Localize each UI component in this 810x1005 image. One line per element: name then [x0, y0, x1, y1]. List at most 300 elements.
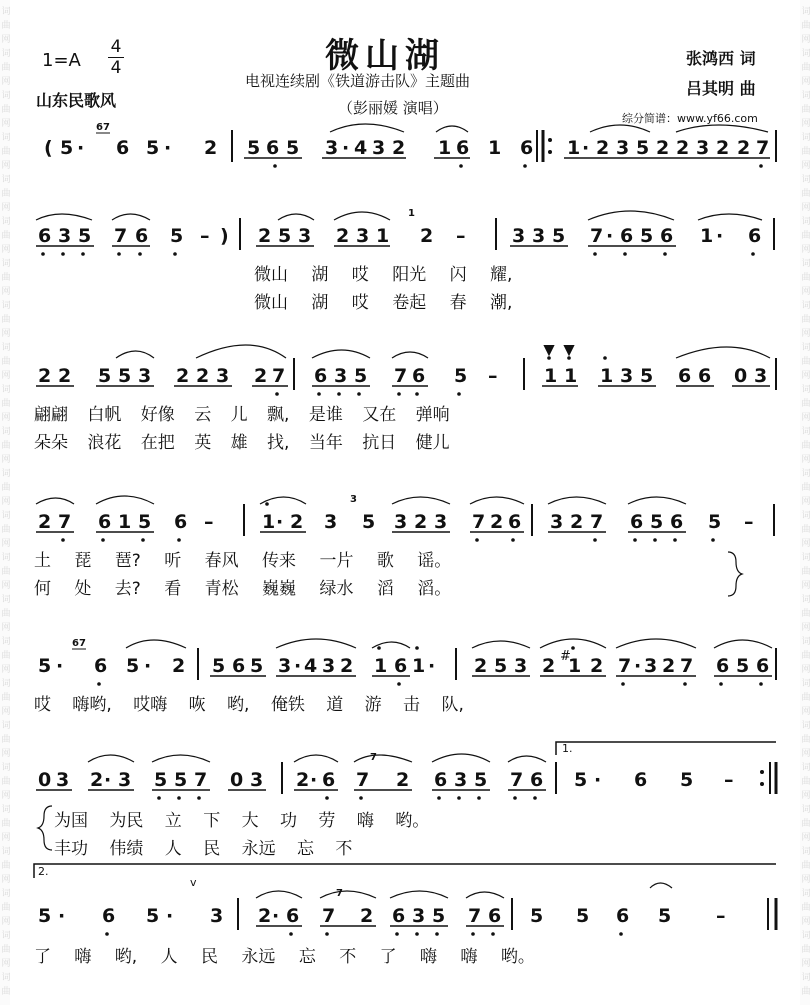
watermark-char: 曲 [801, 945, 810, 955]
watermark-char: 网 [1, 791, 11, 801]
breath-mark [190, 876, 197, 889]
watermark-char: 词 [1, 301, 11, 311]
watermark-char: 网 [1, 539, 11, 549]
watermark-char: 曲 [801, 231, 810, 241]
score-row-1 [44, 137, 769, 159]
note-5-24: 2 [590, 655, 604, 677]
note-1-13: 4 [354, 137, 368, 159]
watermark-char: 网 [801, 917, 810, 927]
watermark-char: 词 [1, 763, 11, 773]
watermark-char: 曲 [1, 441, 11, 451]
watermark-char: 词 [1, 931, 11, 941]
lyric-line-3-verse-2: 朵朵 浪花 在把 英 雄 找, 当年 抗日 健儿 [34, 433, 450, 453]
note-3-1: 2 [38, 365, 52, 387]
watermark-char: 网 [1, 77, 11, 87]
note-1-4: 6 [116, 137, 130, 159]
note-5-5: · [144, 655, 152, 677]
note-3-10: 7 [272, 365, 286, 387]
note-2-19: 5 [552, 225, 566, 247]
note-1-18: 1 [488, 137, 502, 159]
note-2-14: 1 [376, 225, 390, 247]
watermark-char: 曲 [801, 987, 810, 997]
note-5-9: 5 [250, 655, 264, 677]
note-6-17: 3 [454, 769, 468, 791]
note-6-23: 6 [634, 769, 648, 791]
watermark-char: 网 [801, 959, 810, 969]
note-1-27: 3 [696, 137, 710, 159]
note-6-19: 7 [510, 769, 524, 791]
note-1-7: 2 [204, 137, 218, 159]
watermark-char: 曲 [1, 189, 11, 199]
song-title: 微山湖 [325, 36, 445, 76]
note-1-21: · [582, 137, 590, 159]
watermark-char: 词 [801, 805, 810, 815]
note-4-26: – [744, 511, 754, 533]
watermark-char: 词 [1, 259, 11, 269]
note-5-25: 7 [618, 655, 632, 677]
watermark-char: 曲 [801, 651, 810, 661]
watermark-char: 网 [1, 455, 11, 465]
score-row-5 [38, 655, 769, 677]
watermark-char: 曲 [1, 903, 11, 913]
watermark-char: 词 [1, 469, 11, 479]
watermark-char: 词 [801, 763, 810, 773]
note-4-23: 5 [650, 511, 664, 533]
note-5-22: 2 [542, 655, 556, 677]
note-4-4: 1 [118, 511, 132, 533]
note-6-8: 7 [194, 769, 208, 791]
note-2-12: 2 [336, 225, 350, 247]
watermark-char: 词 [801, 343, 810, 353]
watermark-char: 网 [801, 77, 810, 87]
note-3-18: 1 [544, 365, 558, 387]
note-6-21: 5 [574, 769, 588, 791]
note-2-25: 1 [700, 225, 714, 247]
note-4-12: 5 [362, 511, 376, 533]
note-3-5: 3 [138, 365, 152, 387]
performer: （彭丽媛 演唱） [338, 99, 448, 117]
score-row-6 [38, 769, 734, 791]
watermark-char: 网 [1, 35, 11, 45]
note-5-2: · [56, 655, 64, 677]
note-2-21: · [606, 225, 614, 247]
note-6-10: 3 [250, 769, 264, 791]
watermark-char: 曲 [1, 567, 11, 577]
watermark-char: 曲 [801, 483, 810, 493]
watermark-char: 网 [1, 875, 11, 885]
note-5-16: 6 [394, 655, 408, 677]
watermark-char: 网 [801, 413, 810, 423]
note-3-15: 6 [412, 365, 426, 387]
watermark-char: 网 [1, 413, 11, 423]
svg-text:1.: 1. [562, 742, 573, 755]
note-6-13: 6 [322, 769, 336, 791]
note-2-18: 3 [532, 225, 546, 247]
note-3-17: – [488, 365, 498, 387]
note-1-11: 3 [325, 137, 339, 159]
watermark-char: 曲 [1, 987, 11, 997]
note-3-22: 5 [640, 365, 654, 387]
note-7-13: 3 [412, 905, 426, 927]
watermark-char: 词 [801, 931, 810, 941]
note-5-8: 6 [232, 655, 246, 677]
note-7-11: 2 [360, 905, 374, 927]
note-5-10: 3 [278, 655, 292, 677]
note-5-23: 1 [568, 655, 582, 677]
note-4-14: 2 [414, 511, 428, 533]
note-3-11: 6 [314, 365, 328, 387]
lyric-line-4-verse-1: 土 琵 琶? 听 春风 传来 一片 歌 谣。 [34, 551, 452, 571]
note-5-14: 2 [340, 655, 354, 677]
note-6-12: · [310, 769, 318, 791]
watermark-char: 曲 [801, 819, 810, 829]
watermark-char: 网 [801, 287, 810, 297]
svg-text:#: # [560, 649, 571, 664]
note-3-3: 5 [98, 365, 112, 387]
svg-text:1: 1 [408, 208, 415, 219]
watermark-char: 词 [801, 721, 810, 731]
watermark-char: 网 [1, 833, 11, 843]
note-7-14: 5 [432, 905, 446, 927]
note-1-15: 2 [392, 137, 406, 159]
note-7-15: 7 [468, 905, 482, 927]
note-1-6: · [164, 137, 172, 159]
score-row-4 [38, 511, 754, 533]
note-2-13: 3 [356, 225, 370, 247]
note-5-11: · [294, 655, 302, 677]
watermark-char: 曲 [801, 63, 810, 73]
watermark-char: 曲 [801, 315, 810, 325]
note-2-5: 6 [135, 225, 149, 247]
watermark-char: 网 [801, 539, 810, 549]
watermark-char: 词 [801, 217, 810, 227]
note-2-11: 3 [298, 225, 312, 247]
watermark-char: 词 [1, 847, 11, 857]
note-3-24: 6 [698, 365, 712, 387]
watermark-char: 词 [801, 133, 810, 143]
note-1-22: 2 [596, 137, 610, 159]
note-5-30: 6 [716, 655, 730, 677]
accents [545, 346, 573, 354]
note-4-15: 3 [434, 511, 448, 533]
note-4-8: 1 [262, 511, 276, 533]
note-7-9: 6 [286, 905, 300, 927]
note-5-20: 5 [494, 655, 508, 677]
note-4-19: 3 [550, 511, 564, 533]
watermark-char: 词 [801, 847, 810, 857]
note-7-2: · [58, 905, 66, 927]
composer: 吕其明 曲 [686, 79, 756, 98]
watermark-char: 曲 [801, 357, 810, 367]
watermark-char: 曲 [1, 945, 11, 955]
note-7-4: 5 [146, 905, 160, 927]
note-3-16: 5 [454, 365, 468, 387]
svg-text:67: 67 [96, 122, 110, 133]
watermark-char: 曲 [1, 357, 11, 367]
note-3-14: 7 [394, 365, 408, 387]
watermark-char: 词 [801, 7, 810, 17]
watermark-char: 网 [801, 833, 810, 843]
watermark-char: 网 [1, 707, 11, 717]
watermark-char: 网 [801, 371, 810, 381]
note-2-20: 7 [590, 225, 604, 247]
watermark-char: 网 [1, 203, 11, 213]
note-7-17: 5 [530, 905, 544, 927]
lyric-line-3-verse-1: 翩翩 白帆 好像 云 儿 飘, 是谁 又在 弹响 [34, 405, 450, 425]
note-2-24: 6 [660, 225, 674, 247]
watermark-char: 词 [801, 427, 810, 437]
svg-text:v: v [190, 876, 197, 889]
note-5-19: 2 [474, 655, 488, 677]
note-3-4: 5 [118, 365, 132, 387]
watermark-char: 网 [1, 749, 11, 759]
watermark-char: 曲 [1, 525, 11, 535]
note-2-3: 5 [78, 225, 92, 247]
watermark-char: 词 [1, 175, 11, 185]
note-2-27: 6 [748, 225, 762, 247]
note-3-21: 3 [620, 365, 634, 387]
note-4-7: – [204, 511, 214, 533]
note-2-10: 5 [278, 225, 292, 247]
song-subtitle: 电视连续剧《铁道游击队》主题曲 [245, 72, 471, 90]
watermark-char: 词 [801, 511, 810, 521]
watermark-char: 词 [801, 595, 810, 605]
watermark-char: 曲 [1, 315, 11, 325]
watermark-char: 网 [801, 623, 810, 633]
watermark-char: 词 [1, 595, 11, 605]
watermark-char: 曲 [801, 609, 810, 619]
watermark-char: 曲 [1, 273, 11, 283]
note-7-12: 6 [392, 905, 406, 927]
watermark-char: 网 [1, 245, 11, 255]
watermark-char: 词 [801, 91, 810, 101]
note-5-28: 2 [662, 655, 676, 677]
watermark-char: 曲 [801, 567, 810, 577]
note-4-13: 3 [394, 511, 408, 533]
watermark-char: 曲 [1, 231, 11, 241]
repeat-dots [548, 138, 764, 786]
watermark-char: 网 [801, 329, 810, 339]
note-3-8: 3 [216, 365, 230, 387]
note-7-5: · [166, 905, 174, 927]
watermark-char: 网 [801, 455, 810, 465]
note-3-9: 2 [254, 365, 268, 387]
note-6-6: 5 [154, 769, 168, 791]
svg-text:7: 7 [370, 752, 377, 763]
watermark-char: 曲 [1, 21, 11, 31]
note-4-6: 6 [174, 511, 188, 533]
note-2-6: 5 [170, 225, 184, 247]
style-label: 山东民歌风 [36, 91, 117, 110]
watermark-char: 曲 [801, 903, 810, 913]
note-5-32: 6 [756, 655, 770, 677]
lyric-line-2-verse-2: 微山 湖 哎 卷起 春 潮, [254, 293, 513, 313]
note-6-2: 3 [56, 769, 70, 791]
score-row-7 [38, 905, 726, 927]
watermark-char: 网 [801, 161, 810, 171]
watermark-char: 网 [1, 119, 11, 129]
watermark-char: 词 [1, 133, 11, 143]
lyric-line-6-verse-1: 为国 为民 立 下 大 功 劳 嗨 哟。 [54, 811, 430, 831]
note-6-9: 0 [230, 769, 244, 791]
note-6-20: 6 [530, 769, 544, 791]
lyricist: 张鸿西 词 [686, 49, 756, 68]
note-7-1: 5 [38, 905, 52, 927]
website-credit: 综分简谱：www.yf66.com [622, 112, 758, 125]
note-6-16: 6 [434, 769, 448, 791]
watermark-char: 网 [1, 917, 11, 927]
note-3-19: 1 [564, 365, 578, 387]
watermark-char: 网 [1, 287, 11, 297]
note-2-9: 2 [258, 225, 272, 247]
note-5-26: · [634, 655, 642, 677]
lyric-line-6-verse-2: 丰功 伟绩 人 民 永远 忘 不 [54, 839, 353, 859]
note-5-29: 7 [680, 655, 694, 677]
watermark-char: 词 [1, 427, 11, 437]
watermark-char: 曲 [801, 441, 810, 451]
note-7-20: 5 [658, 905, 672, 927]
lyric-line-4-verse-2: 何 处 去? 看 青松 巍巍 绿水 滔 滔。 [34, 579, 452, 599]
note-3-6: 2 [176, 365, 190, 387]
note-7-3: 6 [102, 905, 116, 927]
note-7-10: 7 [322, 905, 336, 927]
note-1-5: 5 [146, 137, 160, 159]
score-row-2 [38, 225, 761, 247]
note-6-5: 3 [118, 769, 132, 791]
watermark-char: 词 [801, 301, 810, 311]
watermark-char: 词 [801, 973, 810, 983]
note-1-1: ( [44, 137, 53, 159]
note-5-21: 3 [514, 655, 528, 677]
watermark-char: 曲 [1, 63, 11, 73]
note-6-15: 2 [396, 769, 410, 791]
note-2-2: 3 [58, 225, 72, 247]
watermark-char: 词 [801, 49, 810, 59]
note-4-10: 2 [290, 511, 304, 533]
watermark-char: 词 [1, 889, 11, 899]
watermark-char: 网 [801, 749, 810, 759]
watermark-char: 曲 [801, 693, 810, 703]
note-3-26: 3 [754, 365, 768, 387]
note-2-8: ) [220, 225, 229, 247]
note-3-23: 6 [678, 365, 692, 387]
note-1-30: 7 [756, 137, 770, 159]
watermark-char: 词 [801, 469, 810, 479]
note-4-5: 5 [138, 511, 152, 533]
note-1-9: 6 [266, 137, 280, 159]
watermark-char: 曲 [801, 525, 810, 535]
note-7-8: · [272, 905, 280, 927]
note-6-7: 5 [174, 769, 188, 791]
watermark-char: 网 [1, 959, 11, 969]
watermark-char: 词 [801, 553, 810, 563]
note-4-24: 6 [670, 511, 684, 533]
note-6-14: 7 [356, 769, 370, 791]
note-1-23: 3 [616, 137, 630, 159]
watermark-char: 网 [1, 329, 11, 339]
watermark-char: 词 [1, 385, 11, 395]
note-4-22: 6 [630, 511, 644, 533]
note-2-22: 6 [620, 225, 634, 247]
watermark-char: 曲 [1, 735, 11, 745]
watermark-char: 网 [1, 497, 11, 507]
watermark-char: 曲 [801, 777, 810, 787]
note-6-24: 5 [680, 769, 694, 791]
note-7-18: 5 [576, 905, 590, 927]
watermark-char: 网 [801, 203, 810, 213]
watermark-char: 网 [1, 665, 11, 675]
note-1-8: 5 [247, 137, 261, 159]
watermark-char: 曲 [1, 483, 11, 493]
note-1-28: 2 [716, 137, 730, 159]
watermark-char: 词 [1, 805, 11, 815]
watermark-char: 曲 [801, 735, 810, 745]
note-1-26: 2 [676, 137, 690, 159]
note-7-6: 3 [210, 905, 224, 927]
lyric-line-5-verse-1: 哎 嗨哟, 哎嗨 咴 哟, 俺铁 道 游 击 队, [34, 695, 464, 715]
note-1-10: 5 [286, 137, 300, 159]
watermark-char: 网 [1, 161, 11, 171]
watermark-char: 词 [1, 679, 11, 689]
watermark-char: 词 [1, 49, 11, 59]
note-4-1: 2 [38, 511, 52, 533]
note-7-16: 6 [488, 905, 502, 927]
watermark-char: 曲 [801, 189, 810, 199]
note-4-16: 7 [472, 511, 486, 533]
note-3-2: 2 [58, 365, 72, 387]
watermark-char: 网 [801, 245, 810, 255]
note-2-26: · [716, 225, 724, 247]
note-5-18: · [428, 655, 436, 677]
key-signature: 1=A [42, 50, 81, 71]
watermark-char: 词 [1, 637, 11, 647]
sharp-sign [560, 649, 571, 664]
watermark-char: 曲 [1, 105, 11, 115]
watermark-char: 词 [801, 385, 810, 395]
watermark-char: 网 [1, 371, 11, 381]
note-6-22: · [594, 769, 602, 791]
note-5-7: 5 [212, 655, 226, 677]
note-1-19: 6 [520, 137, 534, 159]
note-5-1: 5 [38, 655, 52, 677]
time-denominator: 4 [110, 58, 122, 78]
watermark-char: 词 [1, 91, 11, 101]
watermark-char: 曲 [1, 651, 11, 661]
note-1-20: 1 [567, 137, 581, 159]
note-5-6: 2 [172, 655, 186, 677]
note-6-25: – [724, 769, 734, 791]
note-4-17: 2 [490, 511, 504, 533]
note-5-12: 4 [304, 655, 318, 677]
note-1-25: 2 [656, 137, 670, 159]
note-1-29: 2 [737, 137, 751, 159]
note-3-20: 1 [600, 365, 614, 387]
watermark-char: 曲 [1, 399, 11, 409]
lyric-line-2-verse-1: 微山 湖 哎 阳光 闪 耀, [254, 265, 513, 285]
watermark-char: 曲 [801, 21, 810, 31]
watermark-char: 曲 [1, 147, 11, 157]
note-5-4: 5 [126, 655, 140, 677]
watermark-char: 词 [1, 343, 11, 353]
note-5-31: 5 [736, 655, 750, 677]
note-5-13: 3 [322, 655, 336, 677]
note-4-2: 7 [58, 511, 72, 533]
watermark-char: 词 [801, 175, 810, 185]
watermark-char: 曲 [1, 819, 11, 829]
note-6-18: 5 [474, 769, 488, 791]
note-5-15: 1 [374, 655, 388, 677]
watermark-char: 曲 [801, 105, 810, 115]
